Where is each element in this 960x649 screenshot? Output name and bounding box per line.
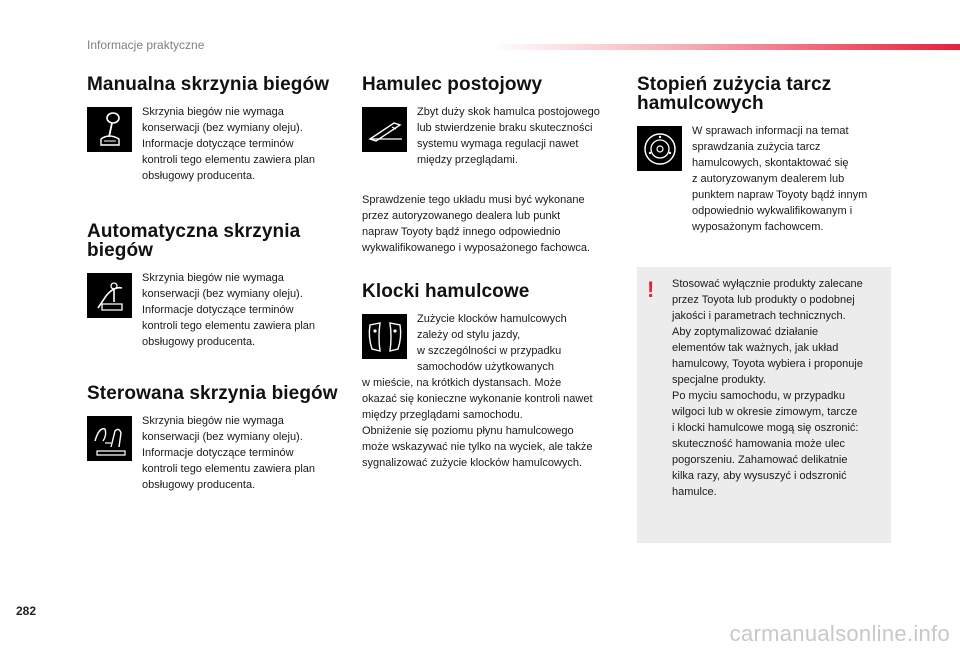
text-line: wykwalifikowanego i wyposażonego fachowca.	[362, 242, 591, 254]
text-line: Zbyt duży skok hamulca postojowego	[417, 106, 600, 118]
text-line: w mieście, na krótkich dystansach. Może	[362, 377, 562, 389]
text-line: kilka razy, aby wysuszyć i odszronić	[672, 470, 847, 482]
text-line: systemu wymaga regulacji nawet	[417, 138, 579, 150]
column-left	[87, 75, 347, 493]
text-line: Skrzynia biegów nie wymaga	[142, 415, 284, 427]
text-line: kontroli tego elementu zawiera plan	[142, 320, 316, 332]
text-line: sygnalizować zużycie klocków hamulcowych.	[362, 457, 583, 469]
text-line: Zużycie klocków hamulcowych	[417, 313, 567, 325]
column-middle	[362, 75, 620, 471]
text-line: Po myciu samochodu, w przypadku	[672, 390, 846, 402]
text-line: obsługowy producenta.	[142, 479, 256, 491]
header-title: Informacje praktyczne	[87, 38, 205, 52]
text-line: odpowiednio wykwalifikowanym i	[692, 205, 853, 217]
section-text	[142, 413, 315, 493]
brake-disc-icon	[637, 126, 682, 171]
section-text	[692, 123, 867, 235]
section-manual-gearbox	[87, 75, 347, 184]
text-line: przez autoryzowanego dealera lub punkt	[362, 210, 561, 222]
text-line: kontroli tego elementu zawiera plan	[142, 463, 316, 475]
text-line: między przeglądami.	[417, 154, 518, 166]
brake-pads-icon	[362, 314, 407, 359]
text-line: Informacje dotyczące terminów	[142, 447, 294, 459]
section-title: Sterowana skrzynia biegów	[87, 383, 338, 404]
text-line: z autoryzowanym dealerem lub	[692, 173, 845, 185]
section-automatic-gearbox	[87, 222, 347, 350]
text-line: zależy od stylu jazdy,	[417, 329, 521, 341]
section-title: Hamulec postojowy	[362, 74, 543, 95]
text-line: Stosować wyłącznie produkty zalecane	[672, 278, 863, 290]
text-line: napraw Toyoty bądź innego odpowiednio	[362, 226, 561, 238]
title-line: Stopień zużycia tarcz	[637, 74, 832, 95]
text-line: Skrzynia biegów nie wymaga	[142, 272, 284, 284]
text-line: w szczególności w przypadku	[417, 345, 562, 357]
gear-stick-icon	[87, 107, 132, 152]
section-title: Manualna skrzynia biegów	[87, 74, 330, 95]
watermark: carmanualsonline.info	[729, 621, 950, 646]
text-line: Aby zoptymalizować działanie	[672, 326, 819, 338]
text-line: Informacje dotyczące terminów	[142, 138, 294, 150]
section-text	[142, 270, 315, 350]
warning-icon: !	[647, 277, 655, 302]
section-title	[87, 222, 347, 260]
text-line: Sprawdzenie tego układu musi być wykonane	[362, 194, 585, 206]
section-paragraph	[362, 192, 620, 256]
text-line: między przeglądami samochodu.	[362, 409, 523, 421]
section-text	[417, 311, 567, 375]
text-line: hamulce.	[672, 486, 717, 498]
column-right	[637, 75, 893, 235]
automatic-shifter-icon	[87, 273, 132, 318]
title-line: Automatyczna skrzynia	[87, 221, 301, 242]
text-line: elementów tak ważnych, jak układ	[672, 342, 839, 354]
section-parking-brake	[362, 75, 620, 256]
text-line: wyposażonym fachowcem.	[692, 221, 824, 233]
section-paragraph	[362, 375, 620, 471]
text-line: W sprawach informacji na temat	[692, 125, 849, 137]
text-line: samochodów użytkowanych	[417, 361, 554, 373]
text-line: Skrzynia biegów nie wymaga	[142, 106, 284, 118]
page-number: 282	[16, 604, 37, 618]
text-line: punktem napraw Toyoty bądź innym	[692, 189, 868, 201]
text-line: specjalne produkty.	[672, 374, 766, 386]
section-brake-pads	[362, 282, 620, 471]
text-line: obsługowy producenta.	[142, 170, 256, 182]
text-line: lub stwierdzenie braku skuteczności	[417, 122, 593, 134]
text-line: sprawdzania zużycia tarcz	[692, 141, 821, 153]
text-line: pogorszeniu. Zahamować delikatnie	[672, 454, 848, 466]
text-line: hamulcowych, skontaktować się	[692, 157, 849, 169]
warning-box	[637, 267, 891, 543]
text-line: konserwacji (bez wymiany oleju).	[142, 122, 303, 134]
section-text	[417, 104, 600, 168]
text-line: i klocki hamulcowe mogą się oszronić:	[672, 422, 859, 434]
text-line: jakości i parametrach technicznych.	[672, 310, 846, 322]
text-line: obsługowy producenta.	[142, 336, 256, 348]
text-line: hamulcowy, Toyota wybiera i proponuje	[672, 358, 863, 370]
text-line: Informacje dotyczące terminów	[142, 304, 294, 316]
title-line: hamulcowych	[637, 93, 764, 114]
text-line: wilgoci lub w okresie zimowym, tarcze	[672, 406, 858, 418]
controlled-gearbox-icon	[87, 416, 132, 461]
header-accent-line	[490, 44, 960, 50]
section-brake-discs	[637, 75, 893, 235]
text-line: może wskazywać nie tylko na wyciek, ale także	[362, 441, 593, 453]
text-line: przez Toyota lub produkty o podobnej	[672, 294, 855, 306]
text-line: kontroli tego elementu zawiera plan	[142, 154, 316, 166]
section-title	[637, 75, 893, 113]
section-title: Klocki hamulcowe	[362, 281, 530, 302]
text-line: skuteczność hamowania może ulec	[672, 438, 846, 450]
parking-brake-icon	[362, 107, 407, 152]
text-line: konserwacji (bez wymiany oleju).	[142, 288, 303, 300]
text-line: okazać się konieczne wykonanie kontroli nawet	[362, 393, 593, 405]
section-text	[142, 104, 315, 184]
text-line: konserwacji (bez wymiany oleju).	[142, 431, 303, 443]
warning-text	[672, 276, 884, 500]
text-line: Obniżenie się poziomu płynu hamulcowego	[362, 425, 574, 437]
title-line: biegów	[87, 240, 154, 261]
section-controlled-gearbox	[87, 384, 347, 493]
